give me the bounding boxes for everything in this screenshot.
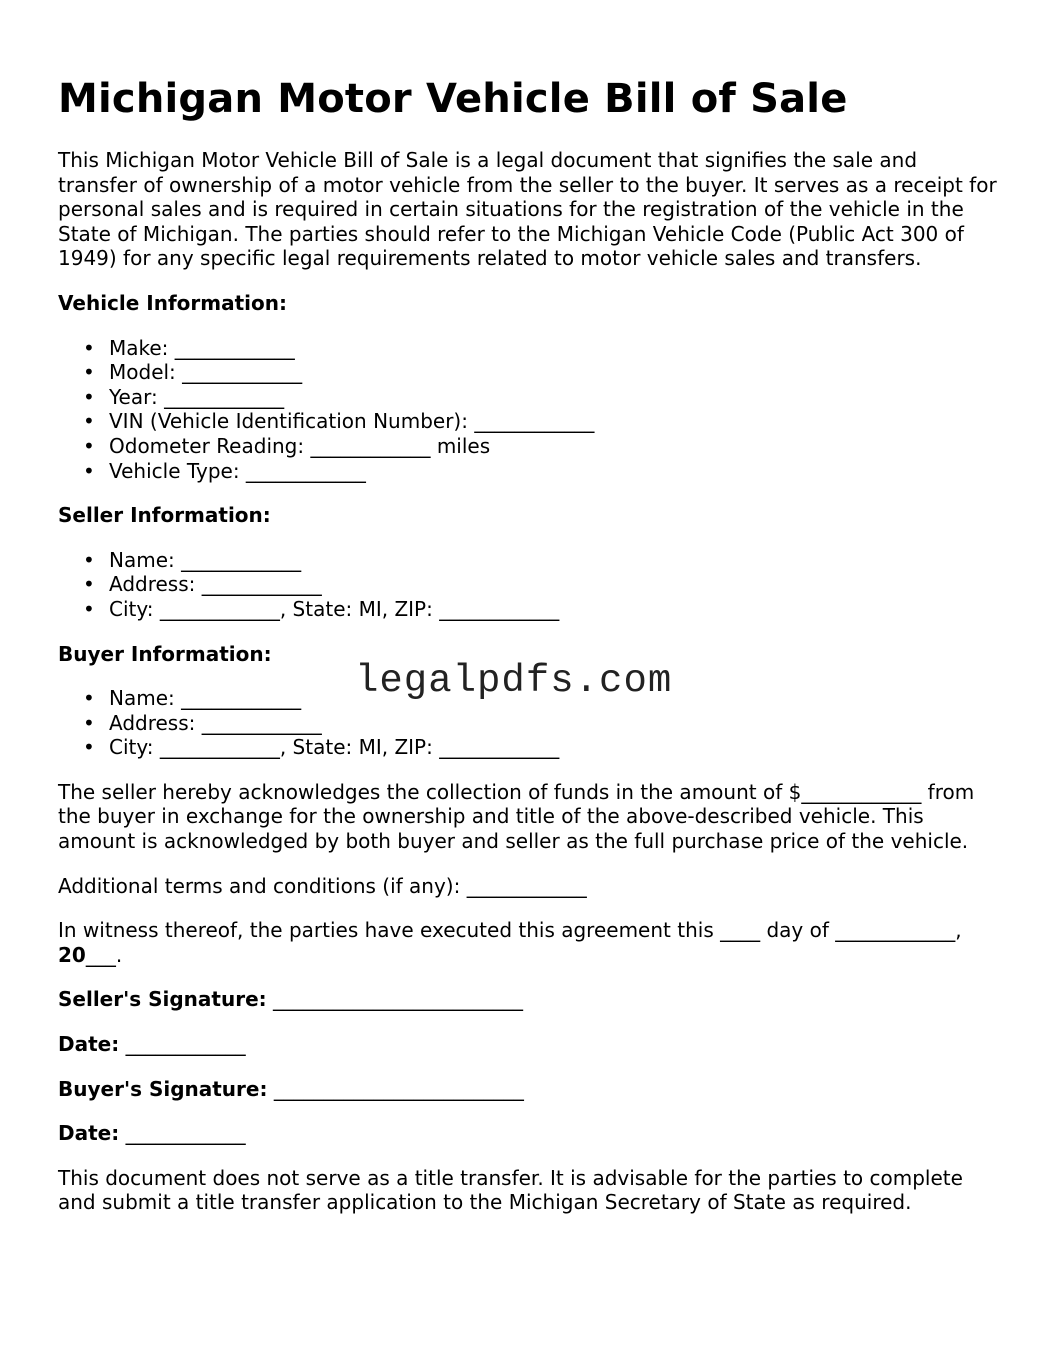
seller-info-list (58, 548, 998, 622)
intro-paragraph: This Michigan Motor Vehicle Bill of Sale is a legal document that signifies the sale and transfer of ownership of a motor vehicle from the seller to the buyer. It serves as a receipt for personal sales and is required in certain situations for the registration of the vehicle in the State of Michigan. The parties should refer to the Michigan Vehicle Code (Public Act 300 of 1949) for any specific legal requirements related to motor vehicle sales and transfers. (58, 148, 997, 271)
buyer-address-item: • Address: ____________ (109, 711, 998, 736)
witness-year-prefix: 20 (58, 942, 86, 967)
vehicle-make-item: • Make: ____________ (109, 336, 998, 361)
seller-signature-blank: _________________________ (266, 987, 523, 1012)
buyer-city-item: • City: ____________, State: MI, ZIP: ____________ (109, 735, 998, 760)
vehicle-odometer-item: • Odometer Reading: ____________ miles (109, 434, 998, 459)
seller-city-item: • City: ____________, State: MI, ZIP: ____________ (109, 597, 998, 622)
watermark: legalpdfs.com (355, 659, 673, 703)
seller-info-heading: Seller Information: (58, 503, 271, 528)
vehicle-info-list (58, 336, 998, 484)
buyer-date-line (58, 1121, 998, 1146)
seller-name-item: • Name: ____________ (109, 548, 998, 573)
buyer-date-label: Date: (58, 1121, 120, 1146)
buyer-signature-blank: _________________________ (267, 1076, 524, 1101)
vehicle-model-item: • Model: ____________ (109, 360, 998, 385)
additional-terms: Additional terms and conditions (if any): ____________ (58, 873, 587, 898)
vehicle-year-item: • Year: ____________ (109, 385, 998, 410)
seller-signature-line (58, 987, 998, 1012)
witness-paragraph (58, 918, 998, 967)
page-title: Michigan Motor Vehicle Bill of Sale (58, 76, 848, 122)
buyer-info-heading: Buyer Information: (58, 641, 272, 666)
buyer-signature-label: Buyer's Signature: (58, 1076, 268, 1101)
vehicle-info-heading: Vehicle Information: (58, 290, 287, 315)
vehicle-type-item: • Vehicle Type: ____________ (109, 459, 998, 484)
payment-paragraph: The seller hereby acknowledges the collection of funds in the amount of $____________ from the buyer in exchange for the ownership and title of the above-described vehicle. This amount is acknowledged by both buyer and seller as the full purchase price of the vehicle. (58, 779, 975, 854)
seller-signature-label: Seller's Signature: (58, 987, 267, 1012)
document (58, 72, 998, 1235)
seller-date-line (58, 1032, 998, 1057)
buyer-date-blank: ____________ (119, 1121, 246, 1146)
footer-note: This document does not serve as a title transfer. It is advisable for the parties to complete and submit a title transfer application to the Michigan Secretary of State as required. (58, 1165, 963, 1215)
seller-date-blank: ____________ (119, 1032, 246, 1057)
vehicle-vin-item: • VIN (Vehicle Identification Number): ____________ (109, 409, 998, 434)
seller-address-item: • Address: ____________ (109, 572, 998, 597)
buyer-signature-line (58, 1077, 998, 1102)
witness-text: In witness thereof, the parties have executed this agreement this ____ day of ____________, (58, 918, 962, 943)
buyer-name-item: • Name: ____________ (109, 686, 998, 711)
seller-date-label: Date: (58, 1032, 120, 1057)
witness-year-blank: ___. (85, 942, 123, 967)
